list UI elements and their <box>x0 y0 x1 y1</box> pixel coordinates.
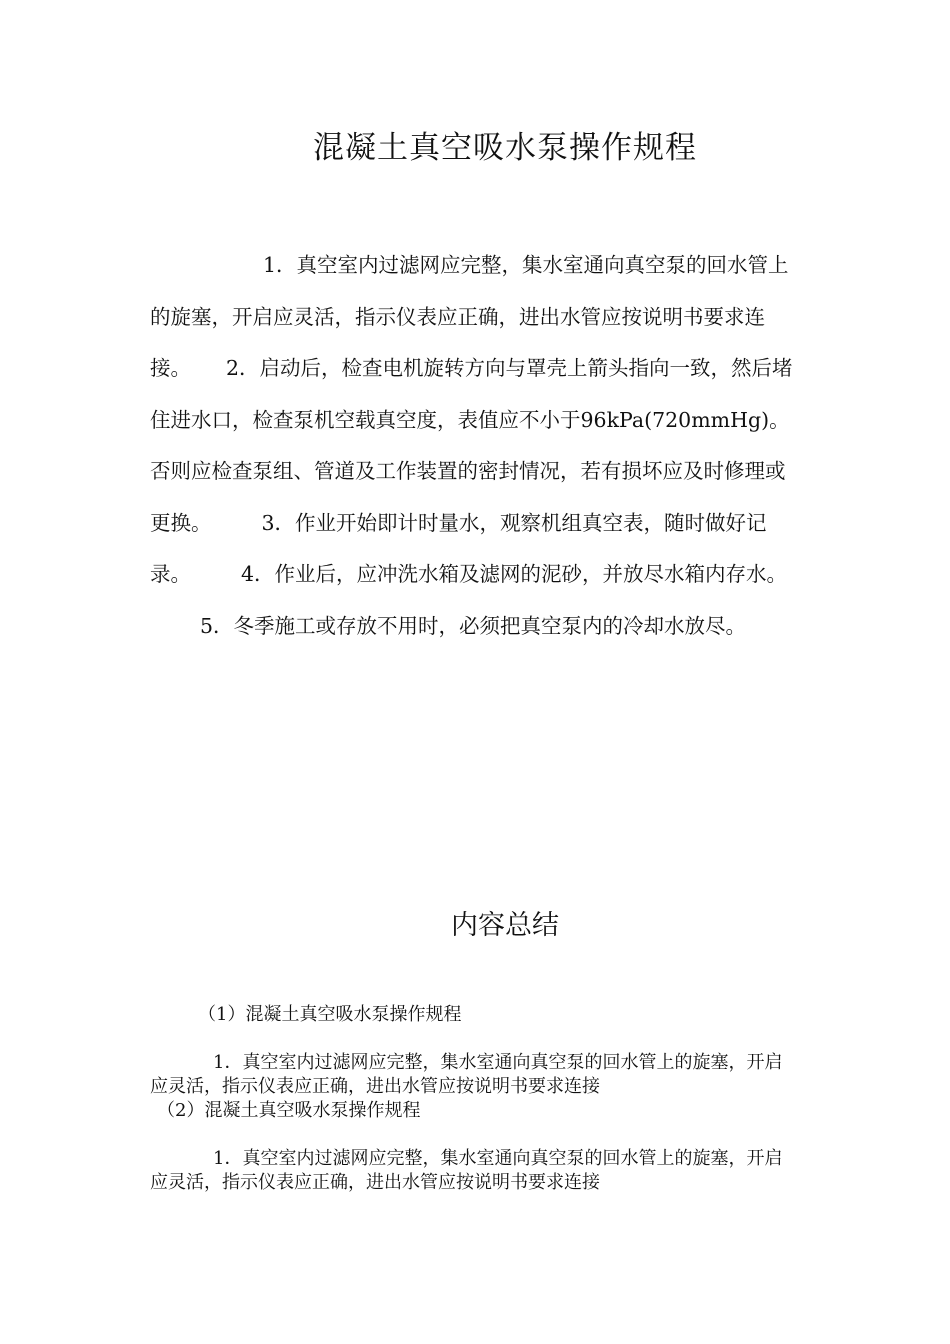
summary-item-label: （2）混凝土真空吸水泵操作规程 <box>157 1100 421 1121</box>
body-paragraph <box>150 240 800 652</box>
rule-item-3: 3．作业开始即计时量水，观察机组真空表，随时做好记录。 <box>150 510 767 586</box>
spacer <box>150 1123 800 1147</box>
summary-item-text: 1．真空室内过滤网应完整，集水室通向真空泵的回水管上的旋塞，开启应灵活，指示仪表应正确，进出水管应按说明书要求连接 <box>150 1052 783 1097</box>
rule-item-5: 5．冬季施工或存放不用时，必须把真空泵内的冷却水放尽。 <box>200 613 747 638</box>
rule-item-1: 1．真空室内过滤网应完整，集水室通向真空泵的回水管上的旋塞，开启应灵活，指示仪表应正确，进出水管应按说明书要求连接。 <box>150 253 789 380</box>
summary-heading: 内容总结 <box>451 910 559 941</box>
rule-item-4: 4．作业后，应冲洗水箱及滤网的泥砂，并放尽水箱内存水。 <box>241 562 788 586</box>
rule-item-2: 2．启动后，检查电机旋转方向与罩壳上箭头指向一致，然后堵住进水口，检查泵机空载真空度，表值应不小于96kPa(720mmHg)。否则应检查泵组、管道及工作装置的密封情况，若有损坏应及时修理或更换。 <box>150 356 793 535</box>
document-title: 混凝土真空吸水泵操作规程 <box>313 130 697 166</box>
summary-item-label: （1）混凝土真空吸水泵操作规程 <box>198 1004 462 1025</box>
summary-section <box>150 1003 800 1195</box>
summary-item-text: 1．真空室内过滤网应完整，集水室通向真空泵的回水管上的旋塞，开启应灵活，指示仪表应正确，进出水管应按说明书要求连接 <box>150 1148 783 1193</box>
spacer <box>150 1027 800 1051</box>
